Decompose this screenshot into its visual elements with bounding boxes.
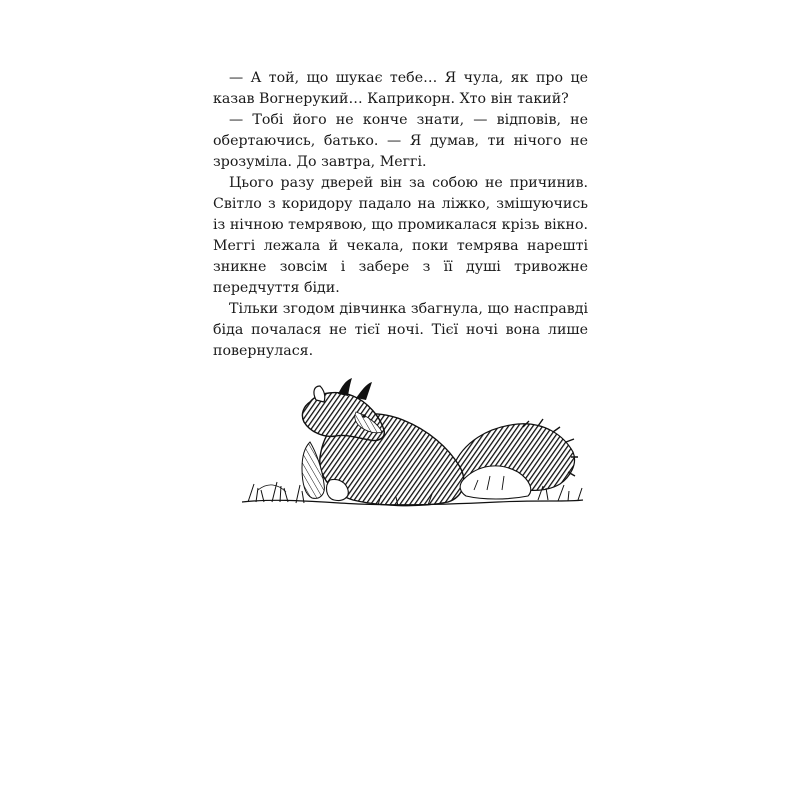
marten-illustration-icon — [238, 372, 588, 522]
paragraph-3: Цього разу дверей він за собою не причинив. Світло з коридору падало на ліжко, змішуючись із нічною темрявою, що промикалася крізь вікно. Меггі лежала й чекала, поки темрява нарешті зникне зовсім і забере з її душі тривожне передчуття біди. — [213, 175, 588, 296]
paragraph-1: — А той, що шукає тебе… Я чула, як про це казав Вогнерукий… Каприкорн. Хто він такий? — [213, 70, 588, 107]
story-text — [213, 68, 588, 362]
paragraph-4: Тільки згодом дівчинка збагнула, що насправді біда почалася не тієї ночі. Тієї ночі вона лише повернулася. — [213, 301, 588, 359]
paragraph-2: — Тобі його не конче знати, — відповів, не обертаючись, батько. — Я думав, ти нічого не зрозуміла. До завтра, Меггі. — [213, 112, 588, 170]
